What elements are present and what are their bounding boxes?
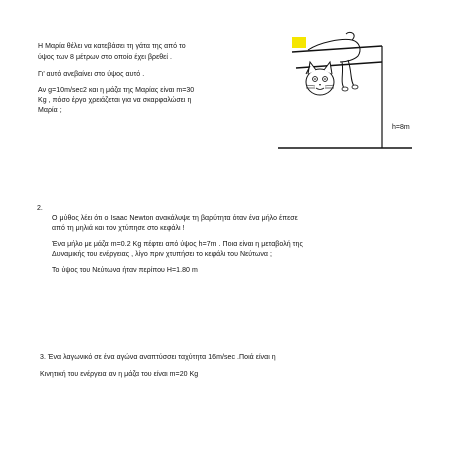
problem-1-line-4: Αν g=10m/sec2 και η μάζα της Μαρίας είναι m=30	[38, 87, 195, 94]
yellow-block	[292, 37, 306, 48]
problem-2-line-1: Ο μύθος λέει ότι ο Isaac Newton ανακάλυψε τη βαρύτητα όταν ένα μήλο έπεσε	[52, 215, 298, 222]
problem-2-line-4: Δυναμικής του ενέργειας , λίγο πριν χτυπήσει το κεφάλι του Νεύτωνα ;	[52, 251, 272, 258]
problem-1-line-6: Μαρία ;	[38, 107, 62, 114]
problem-3-line-2: Κινητική του ενέργεια αν η μάζα του είναι m=20 Kg	[40, 371, 199, 378]
cat-icon	[270, 30, 420, 155]
problem-2-line-5: Το ύψος του Νεύτωνα ήταν περίπου H=1.80 m	[52, 267, 198, 274]
height-label: h=8m	[392, 124, 410, 131]
problem-1-line-2: ύψος των 8 μέτρων στο οποίο έχει βρεθεί .	[38, 54, 172, 61]
problem-1-line-1: Η Μαρία θέλει να κατεβάσει τη γάτα της από το	[38, 43, 186, 50]
problem-1-line-3: Γι’ αυτό ανεβαίνει στο ύψος αυτό .	[38, 71, 145, 78]
problem-2-line-2: από τη μηλιά και τον χτύπησε στο κεφάλι !	[52, 225, 185, 232]
cat-figure	[270, 30, 420, 155]
problem-1-line-5: Kg , πόσο έργο χρειάζεται για να σκαρφαλώσει η	[38, 97, 192, 104]
problem-3-line-1: 3. Ένα λαγωνικό σε ένα αγώνα αναπτύσσει ταχύτητα 16m/sec .Ποιά είναι η	[40, 354, 276, 361]
problem-2-line-3: Ένα μήλο με μάζα m=0.2 Kg πέφτει από ύψος h=7m . Ποια είναι η μεταβολή της	[52, 241, 303, 248]
problem-2-number: 2.	[37, 205, 43, 212]
